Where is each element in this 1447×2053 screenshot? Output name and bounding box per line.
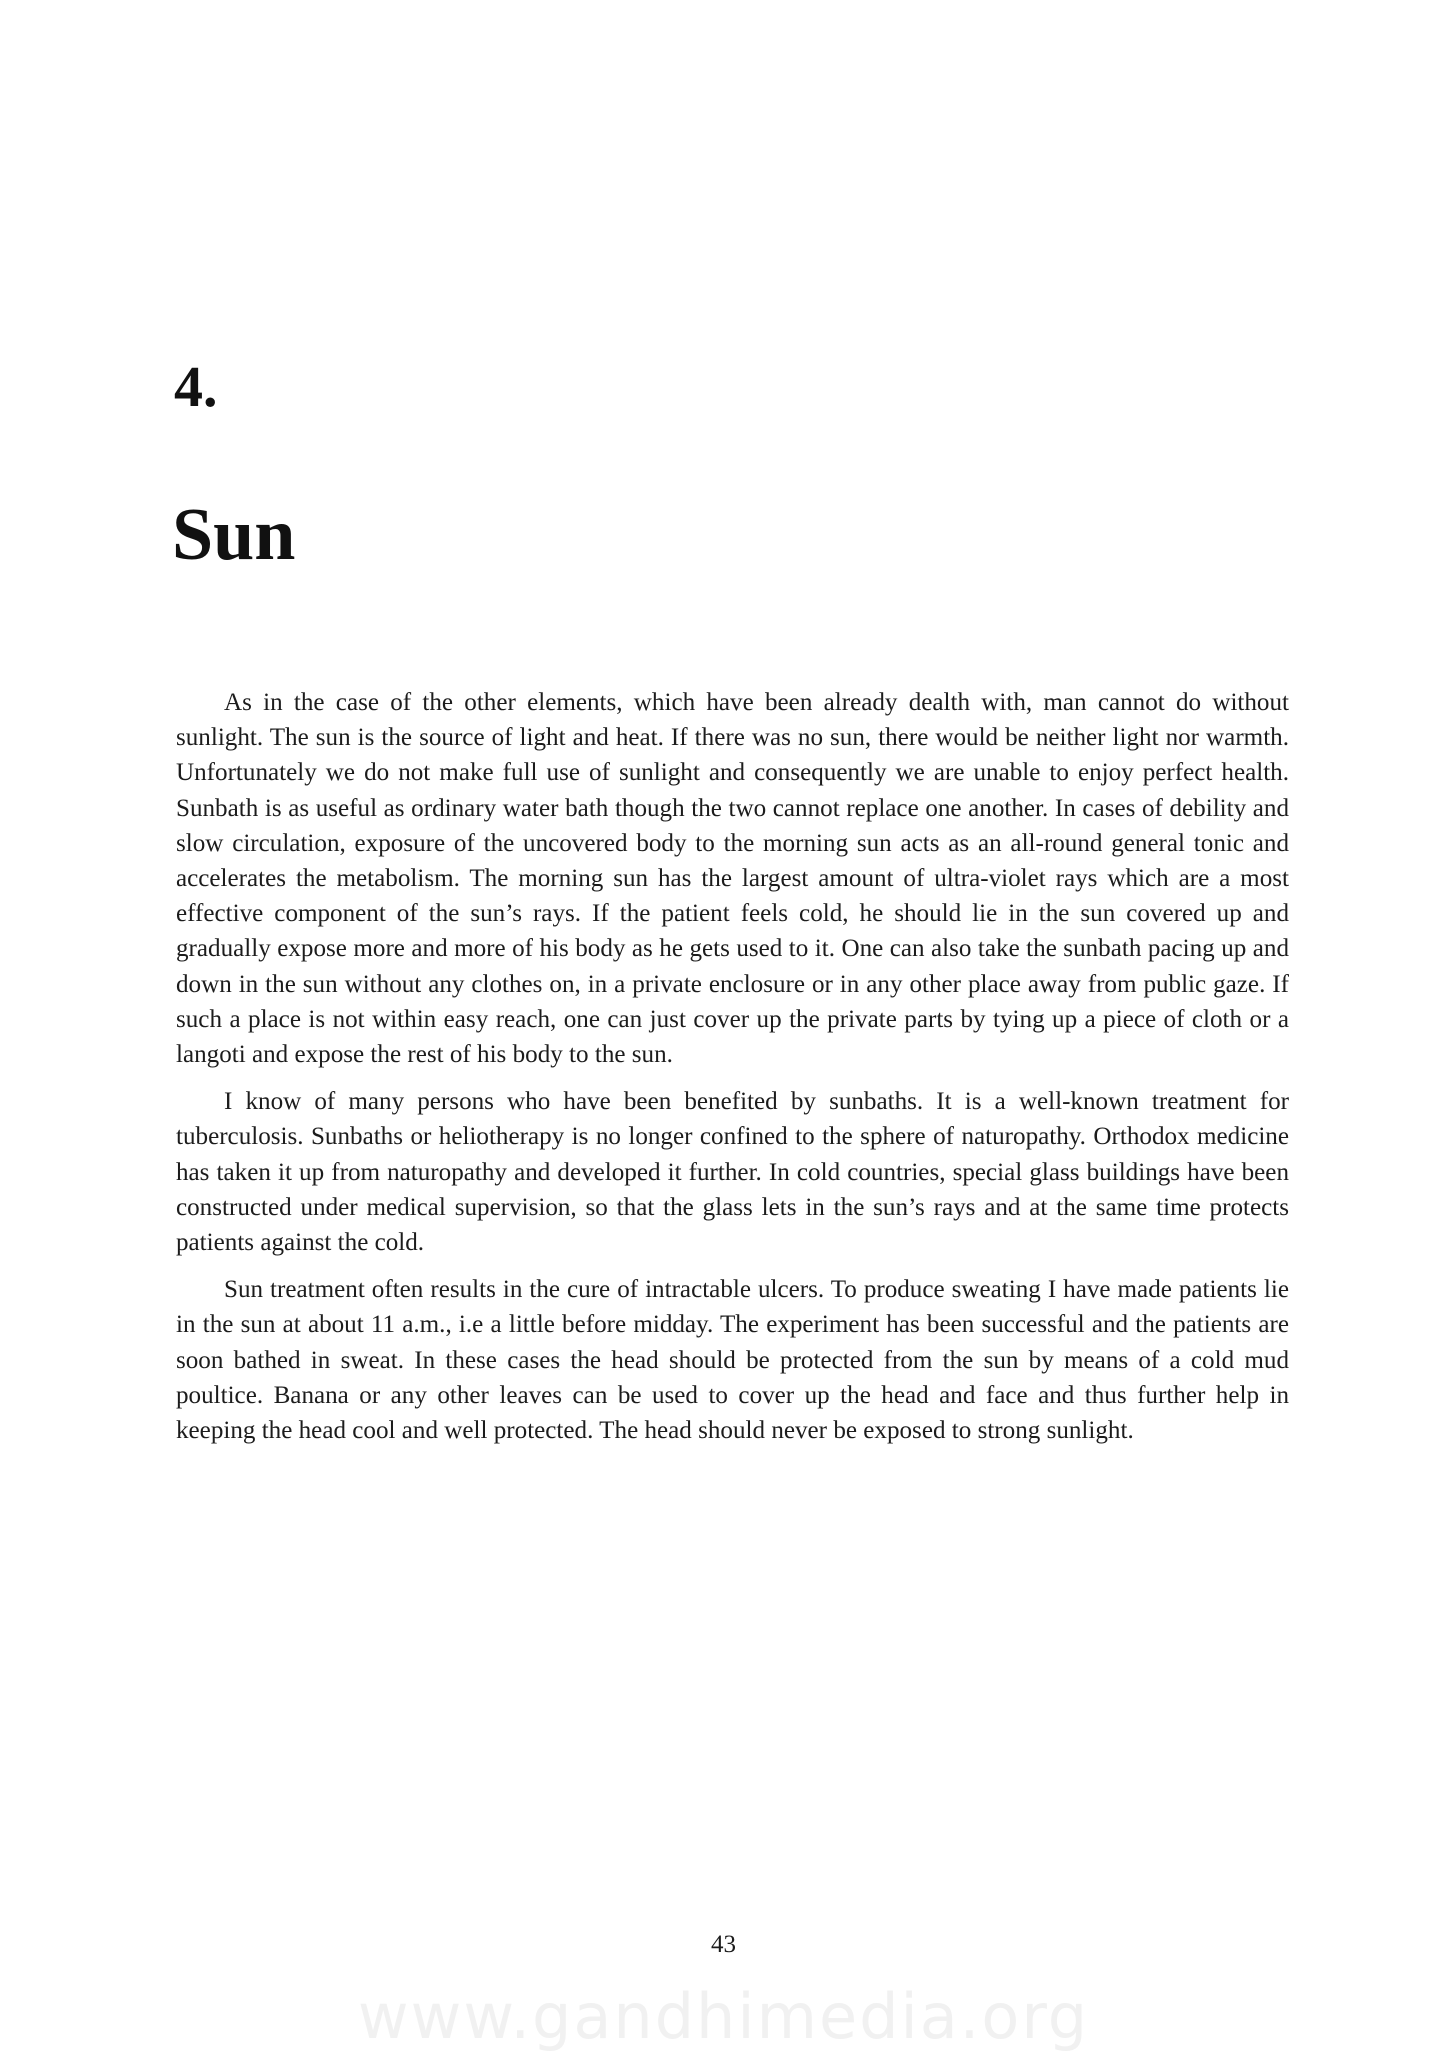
page-number: 43 [711, 1931, 736, 1958]
body-paragraph: As in the case of the other elements, which have been already dealth with, man cannot do without sunlight. The sun is the source of light and heat. If there was no sun, there would be neither light nor warmth. Unfortunately we do not make full use of sunlight and consequently we are unable to enjoy perfect health. Sunbath is as useful as ordinary water bath though the two cannot replace one another. In cases of debility and slow circulation, exposure of the uncovered body to the morning sun acts as an all-round general tonic and accelerates the metabolism. The morning sun has the largest amount of ultra-violet rays which are a most effective component of the sun’s rays. If the patient feels cold, he should lie in the sun covered up and gradually expose more and more of his body as he gets used to it. One can also take the sunbath pacing up and down in the sun without any clothes on, in a private enclosure or in any other place away from public gaze. If such a place is not within easy reach, one can just cover up the private parts by tying up a piece of cloth or a langoti and expose the rest of his body to the sun. [176, 689, 1289, 1069]
body-paragraph: Sun treatment often results in the cure of intractable ulcers. To produce sweating I have made patients lie in the sun at about 11 a.m., i.e a little before midday. The experiment has been successful and the patients are soon bathed in sweat. In these cases the head should be protected from the sun by means of a cold mud poultice. Banana or any other leaves can be used to cover up the head and face and thus further help in keeping the head cool and well protected. The head should never be exposed to strong sunlight. [176, 1276, 1289, 1445]
watermark: www.gandhimedia.org [357, 1980, 1090, 2053]
chapter-body [176, 685, 1289, 1460]
body-paragraph: I know of many persons who have been benefited by sunbaths. It is a well-known treatment for tuberculosis. Sunbaths or heliotherapy is no longer confined to the sphere of naturopathy. Orthodox medicine has taken it up from naturopathy and developed it further. In cold countries, special glass buildings have been constructed under medical supervision, so that the glass lets in the sun’s rays and at the same time protects patients against the cold. [176, 1088, 1289, 1257]
chapter-number: 4. [174, 354, 218, 419]
chapter-title: Sun [172, 494, 296, 576]
